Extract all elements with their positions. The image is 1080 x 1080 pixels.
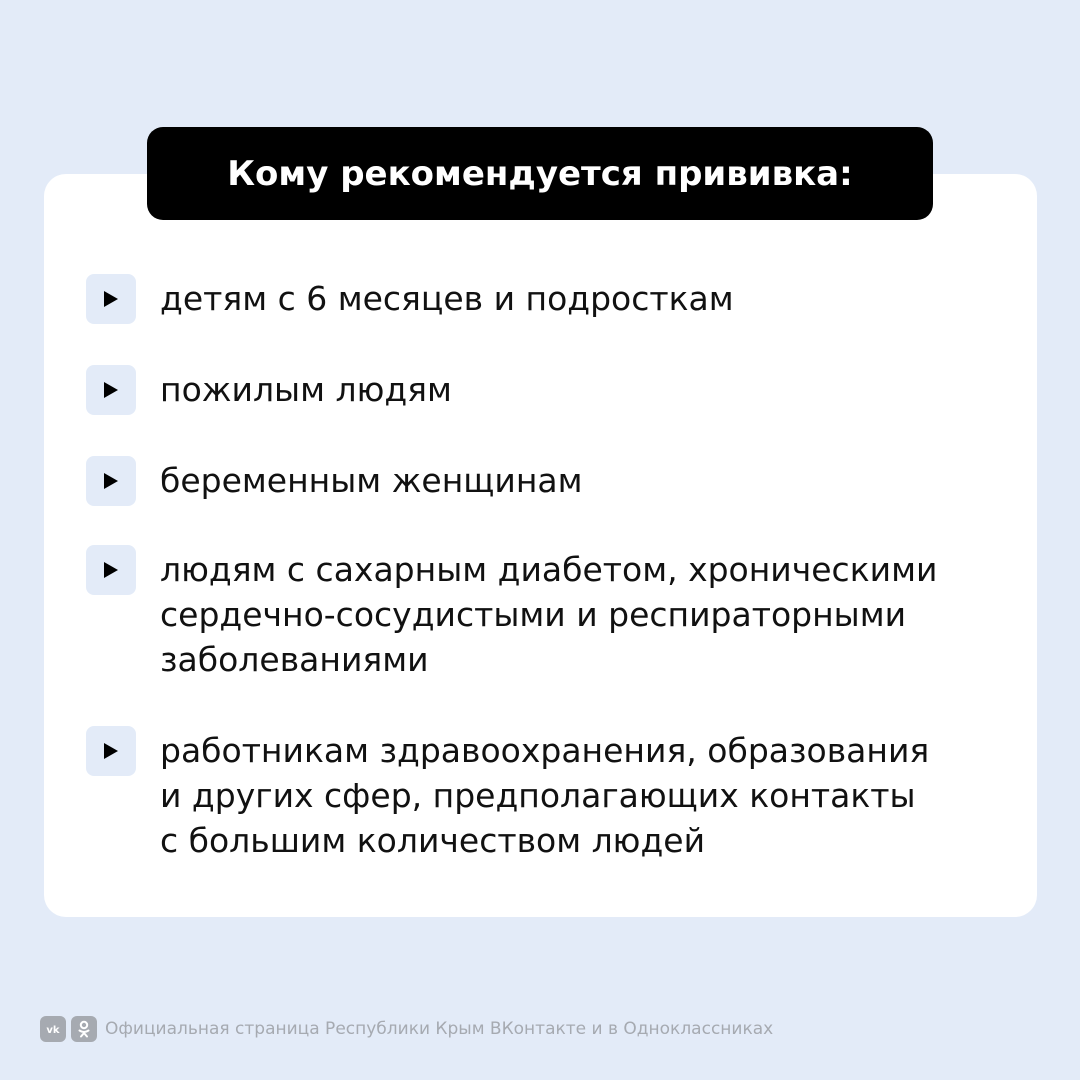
footer-text: Официальная страница Республики Крым ВКонтакте и в Одноклассниках xyxy=(105,1019,774,1039)
odnoklassniki-icon xyxy=(71,1016,97,1042)
list-item-text: беременным женщинам xyxy=(160,461,583,500)
list-item-text: работникам здравоохранения, образования и других сфер, предполагающих контакты с большим количеством людей xyxy=(160,731,930,860)
list-item xyxy=(86,545,937,682)
list-item xyxy=(86,274,734,324)
play-bullet-icon xyxy=(86,726,136,776)
list-item-text: людям с сахарным диабетом, хроническими сердечно-сосудистыми и респираторными заболеваниями xyxy=(160,550,938,679)
title-banner xyxy=(147,127,933,220)
list-item-text: пожилым людям xyxy=(160,370,452,409)
list-item-text: детям с 6 месяцев и подросткам xyxy=(160,279,734,318)
play-bullet-icon xyxy=(86,456,136,506)
play-bullet-icon xyxy=(86,365,136,415)
vk-icon xyxy=(40,1016,66,1042)
footer xyxy=(40,1016,773,1042)
play-bullet-icon xyxy=(86,545,136,595)
play-bullet-icon xyxy=(86,274,136,324)
svg-text:vk: vk xyxy=(46,1025,60,1035)
list-item xyxy=(86,456,583,506)
list-item xyxy=(86,726,929,863)
list-item xyxy=(86,365,452,415)
page-title: Кому рекомендуется прививка: xyxy=(227,153,853,194)
